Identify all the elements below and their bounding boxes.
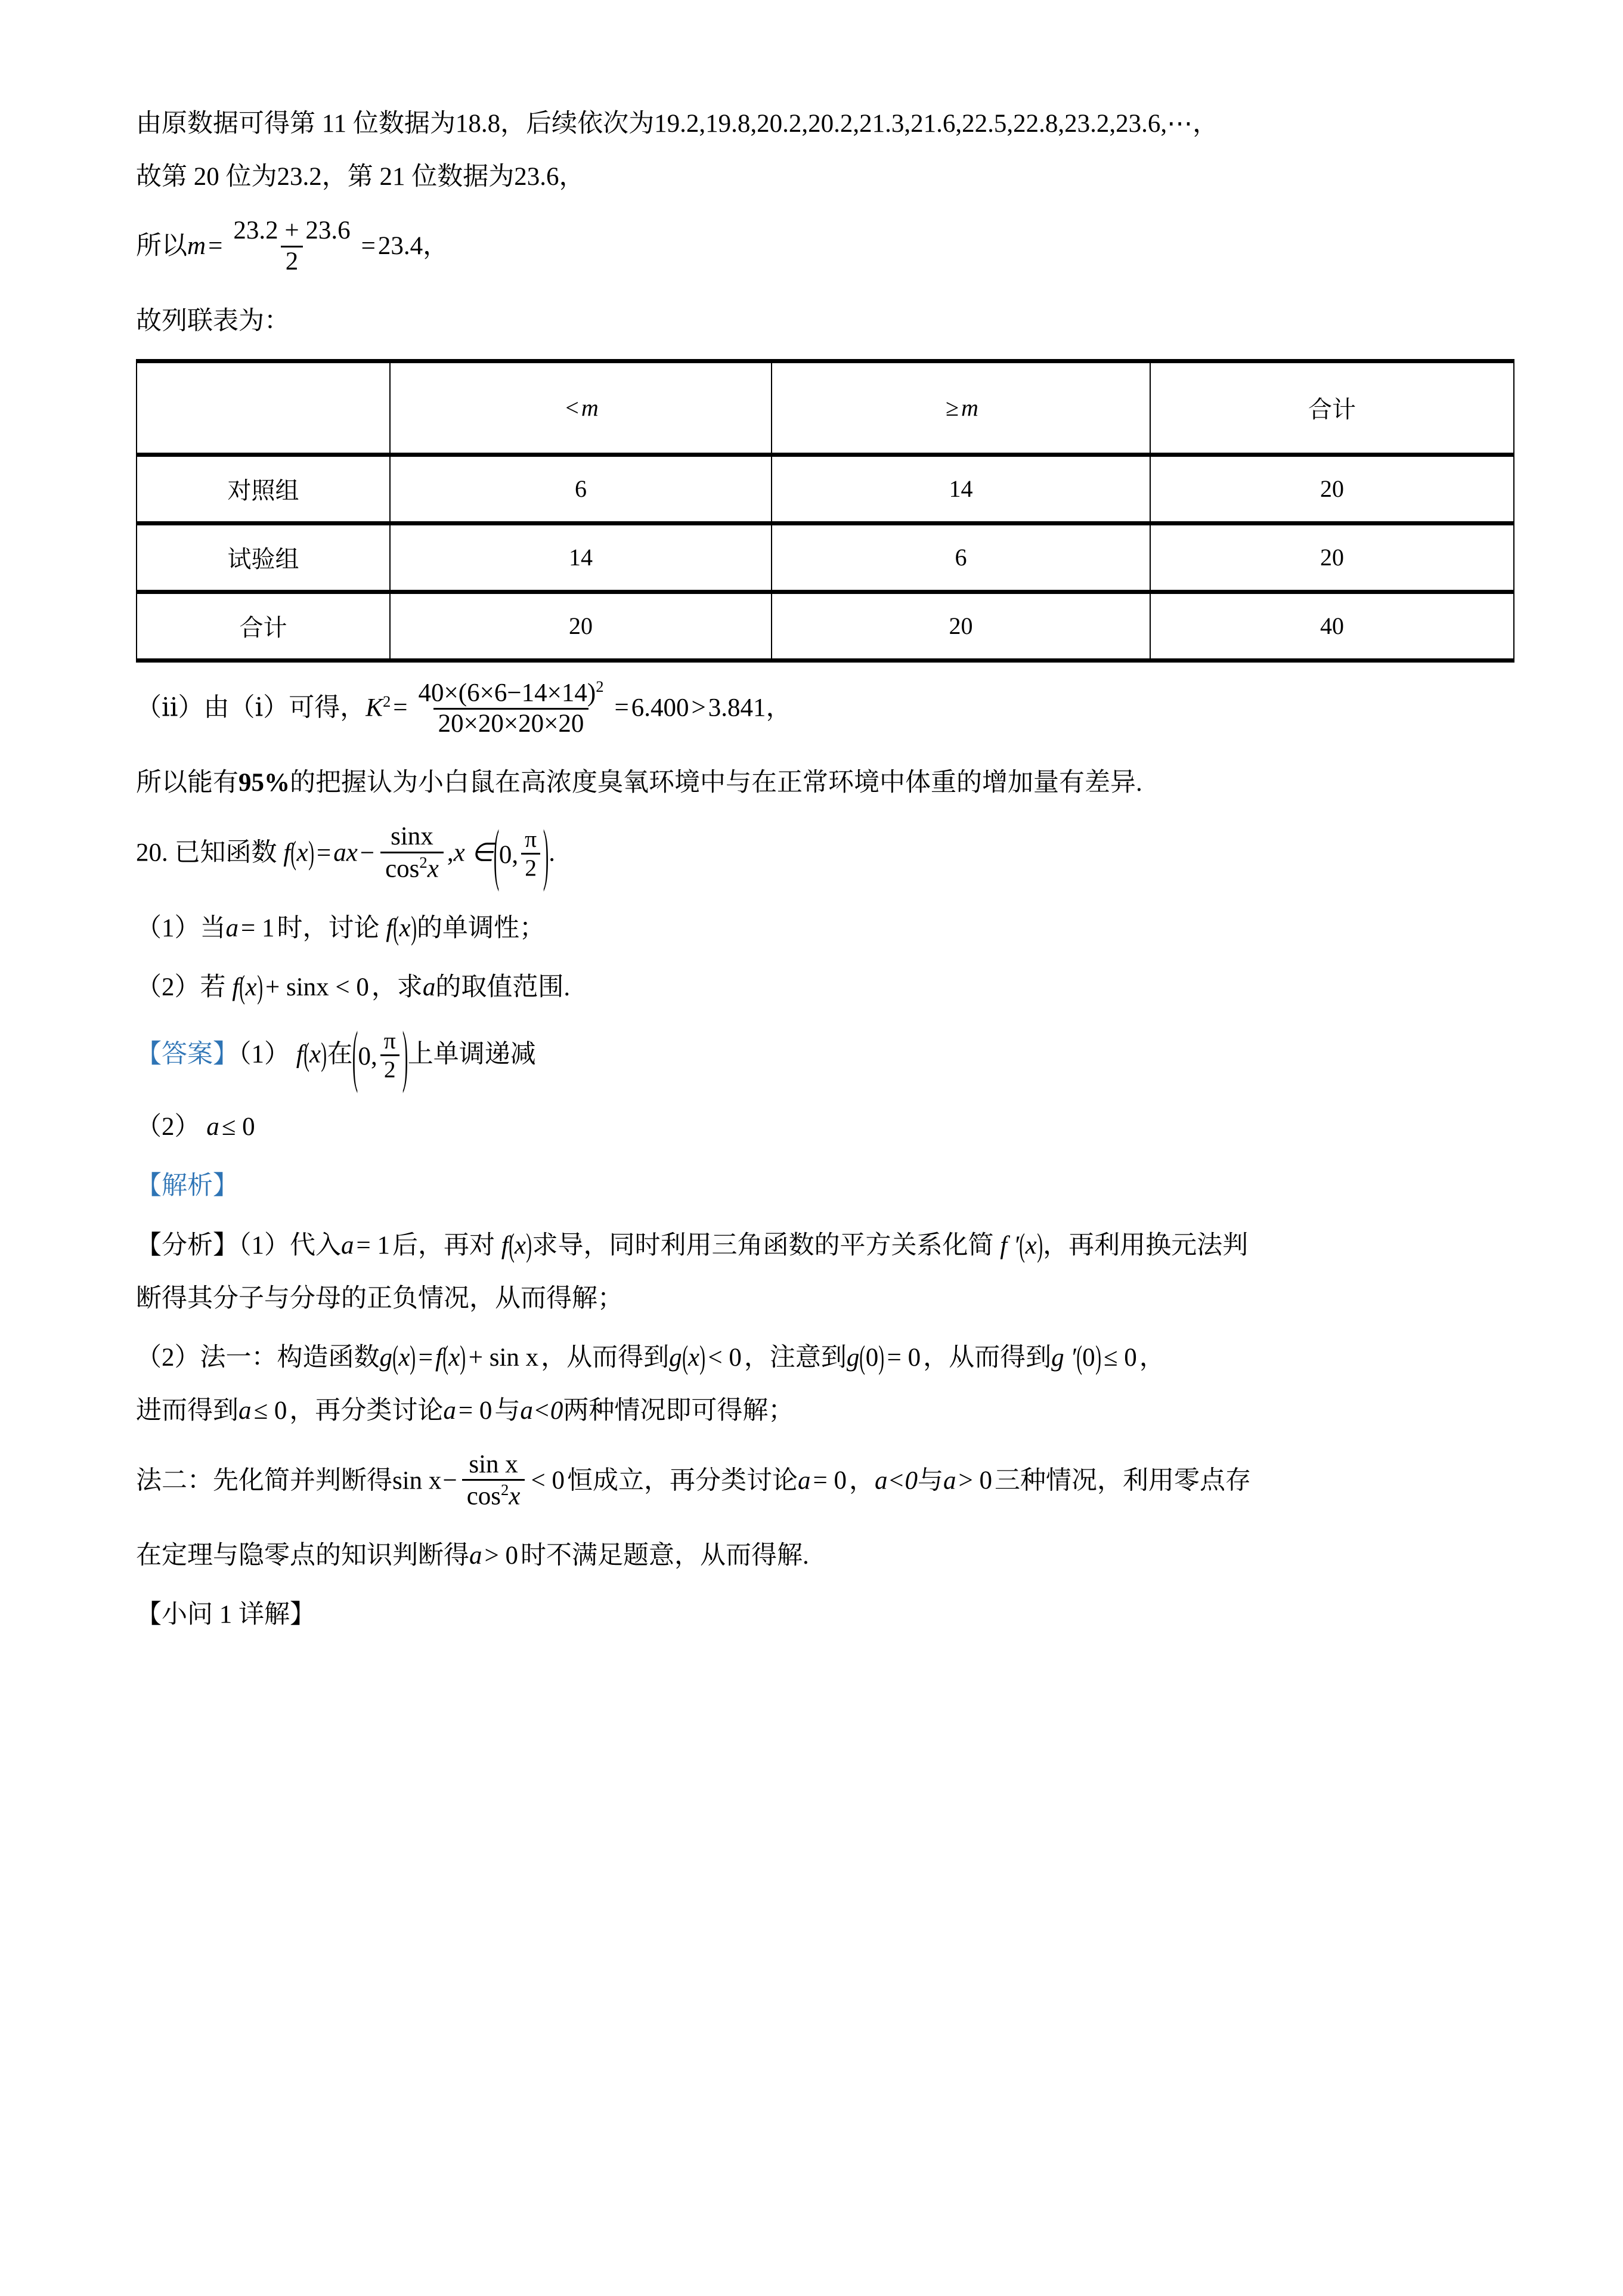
- comma-q20: ,: [447, 838, 454, 867]
- question-lead: 已知函数: [174, 838, 277, 867]
- paren-open-10: (: [859, 1339, 866, 1376]
- paren-open-1: (: [290, 834, 297, 871]
- sub2-tail: 的取值范围.: [435, 973, 571, 1002]
- minus-q20: −: [360, 838, 375, 867]
- fenxi-p1-tail: ，再利用换元法判: [1043, 1231, 1249, 1260]
- text-ii-lead: （ⅱ）由（ⅰ）可得，: [136, 693, 366, 722]
- a-equals-0-2: = 0: [813, 1466, 847, 1494]
- table-header-total: 合计: [1150, 361, 1514, 454]
- paragraph-answer-1: [136, 1017, 1504, 1094]
- table-cell-total-ge: 20: [772, 592, 1150, 660]
- variable-a-8: a: [943, 1466, 956, 1494]
- function-f-2: f: [386, 914, 394, 943]
- variable-a-2: a: [422, 973, 436, 1002]
- table-row: [137, 454, 1514, 523]
- fraction-k-squared: [414, 679, 609, 738]
- variable-x-7: x: [398, 1343, 410, 1372]
- text-suoyi: 所以: [136, 232, 187, 261]
- ellipsis: ⋯: [1167, 110, 1193, 138]
- k-numerator-expr: 40×(6×6−14×14): [418, 678, 596, 707]
- variable-x-6: x: [1025, 1231, 1037, 1260]
- variable-a-9: a: [469, 1542, 482, 1570]
- fenxi-p4-yu: 与: [494, 1396, 521, 1425]
- function-f: f: [283, 838, 291, 867]
- g-lt-zero: < 0: [708, 1343, 742, 1372]
- interval-left-bound-2: 0,: [358, 1042, 377, 1071]
- paren-close-9: ): [699, 1339, 706, 1376]
- minus-p5: −: [442, 1466, 457, 1494]
- m-var-1: m: [581, 394, 599, 422]
- variable-x-1: x: [296, 838, 308, 867]
- interval-0-pi-2: [493, 816, 549, 892]
- cos-exponent-2: 2: [501, 1481, 509, 1499]
- fraction-pi-over-2: [521, 827, 540, 880]
- table-header-lt-m: [390, 361, 772, 454]
- table-row: [137, 523, 1514, 592]
- sub2-label: （2）: [136, 973, 200, 1002]
- table-cell-experiment-lt: 14: [390, 523, 772, 592]
- function-g-3: g: [846, 1343, 860, 1372]
- fenxi-p3-lead: （2）法一：构造函数: [136, 1343, 380, 1372]
- fenxi-p1-lead: （1）代入: [239, 1231, 341, 1260]
- sub1-tail: 的单调性；: [416, 914, 545, 943]
- paren-close-11: ): [1095, 1339, 1101, 1376]
- fenxi-p3-mid2: ，注意到: [744, 1343, 847, 1372]
- interval-answer: [352, 1017, 408, 1094]
- lt-operator: <: [565, 394, 579, 422]
- comma: ，: [1193, 110, 1219, 138]
- pi-numerator: π: [525, 826, 537, 853]
- paren-open-11: (: [1076, 1339, 1082, 1376]
- paren-open-3: (: [239, 969, 246, 1005]
- paragraph-table-intro: [136, 305, 1504, 338]
- fraction-numerator: 23.2 + 23.6: [233, 216, 351, 245]
- variable-a-1: a: [225, 914, 239, 943]
- paren-close-4: ): [321, 1036, 327, 1073]
- fenxi-p4-tail: 两种情况即可得解；: [563, 1396, 794, 1425]
- condition-a-lt-0-1: a<0: [520, 1396, 563, 1425]
- a-gt-0-2: > 0: [484, 1542, 519, 1570]
- sub2-lead: 若: [200, 973, 226, 1002]
- paragraph-detail-tag: [136, 1598, 1504, 1631]
- paren-open-7: (: [392, 1339, 399, 1376]
- paren-open-4: (: [303, 1036, 309, 1073]
- table-header-row: [137, 361, 1514, 454]
- text-21st-lead: ，第 21 位数据为: [321, 163, 515, 191]
- paragraph-fenxi-2: [136, 1282, 1504, 1315]
- conclusion-lead: 所以能有: [136, 769, 239, 797]
- condition-a-lt-0-2: a<0: [874, 1466, 918, 1494]
- paren-close-interval-2: ): [402, 1017, 408, 1094]
- fraction-sinx-over-cos2x-2: [462, 1452, 525, 1511]
- fenxi-tag: 【分析】: [136, 1231, 239, 1260]
- variable-x-5: x: [515, 1231, 526, 1260]
- paragraph-fenxi-4: [136, 1394, 1504, 1427]
- value-series: 19.2,19.8,20.2,20.2,21.3,21.6,22.5,22.8,23.2,23.6,: [654, 110, 1167, 138]
- text-table-intro: 故列联表为：: [136, 307, 290, 335]
- k-denominator: 20×20×20×20: [433, 708, 589, 738]
- numerator-sinx: sinx: [391, 822, 433, 851]
- variable-a-7: a: [797, 1466, 811, 1494]
- function-f-3: f: [232, 973, 240, 1002]
- answer1-zai: 在: [327, 1040, 353, 1069]
- gprime-le-0: ≤ 0: [1103, 1343, 1137, 1372]
- fenxi-p3-mid: ，从而得到: [541, 1343, 670, 1372]
- equals-1: =: [208, 232, 223, 261]
- variable-x-4: x: [309, 1040, 321, 1069]
- question-number: 20.: [136, 838, 168, 867]
- function-g-2: g: [669, 1343, 682, 1372]
- sub2-mid: ，求: [371, 973, 423, 1002]
- plus-sinx: + sin x: [468, 1343, 539, 1372]
- equals-q20: =: [316, 838, 332, 867]
- sub2-inequality: + sinx < 0: [265, 973, 369, 1002]
- value-20th: 23.2: [277, 163, 322, 191]
- variable-m: m: [187, 232, 206, 261]
- variable-a-5: a: [239, 1396, 252, 1425]
- text-mid: ，后续依次为: [500, 110, 655, 138]
- paren-close-7: ): [410, 1339, 416, 1376]
- fenxi-p6-lead: 在定理与隐零点的知识判断得: [136, 1542, 469, 1570]
- table-cell-total-lt: 20: [390, 592, 772, 660]
- value-21st: 23.6: [514, 163, 559, 191]
- value-11th: 18.8: [455, 110, 501, 138]
- function-g-1: g: [379, 1343, 392, 1372]
- cos-arg-2: x: [509, 1482, 521, 1511]
- paragraph-fenxi-5: [136, 1450, 1504, 1512]
- zero-arg-1: 0: [865, 1343, 879, 1372]
- paren-close-8: ): [460, 1339, 466, 1376]
- paren-open-8: (: [442, 1339, 449, 1376]
- paren-close-interval: ): [543, 816, 549, 892]
- cos-fn-2: cos: [466, 1482, 501, 1511]
- sub1-label: （1）: [136, 914, 200, 943]
- paren-open-2: (: [393, 910, 399, 946]
- g-equals: =: [418, 1343, 433, 1372]
- cos-fn: cos: [385, 855, 420, 883]
- detail-tag: 【小问 1 详解】: [136, 1601, 315, 1629]
- paragraph-positions: [136, 160, 1504, 193]
- jiexi-tag: 【解析】: [136, 1172, 239, 1200]
- text-lead: 由原数据可得第 11 位数据为: [136, 110, 456, 138]
- answer1-text: 上单调递减: [407, 1040, 536, 1069]
- paren-open-5: (: [509, 1227, 515, 1264]
- term-ax: ax: [333, 838, 358, 867]
- fenxi-p3-comma: ，: [1139, 1343, 1165, 1372]
- cos-arg: x: [427, 855, 439, 883]
- fenxi-p4-mid: ，再分类讨论: [289, 1396, 444, 1425]
- fenxi-p5-yu: 与: [918, 1466, 944, 1494]
- function-f-6: f: [435, 1343, 442, 1372]
- variable-a-3: a: [206, 1113, 219, 1141]
- comma-2: ，: [559, 163, 585, 191]
- fenxi-p1-mid2: 求导，同时利用三角函数的平方关系化简: [532, 1231, 994, 1260]
- variable-a-6: a: [443, 1396, 456, 1425]
- table-corner-cell: [137, 361, 390, 454]
- table-cell-experiment-ge: 6: [772, 523, 1150, 592]
- paragraph-data-series: [136, 107, 1504, 140]
- k-threshold: 3.841: [708, 693, 766, 722]
- equals-2: =: [361, 232, 376, 261]
- fenxi-p5-comma: ，: [848, 1466, 875, 1494]
- fenxi-p6-tail: 时不满足题意，从而得解.: [521, 1542, 809, 1570]
- table-cell-control-ge: 14: [772, 454, 1150, 523]
- variable-x-9: x: [687, 1343, 700, 1372]
- fenxi-p1-mid: 后，再对: [392, 1231, 495, 1260]
- k-equals-1: =: [393, 693, 408, 722]
- fraction-pi-over-2-answer: [380, 1029, 399, 1082]
- paragraph-question-20: [136, 816, 1504, 892]
- sub1-lead: 当: [200, 914, 226, 943]
- a-gt-0-1: > 0: [958, 1466, 993, 1494]
- k-exponent: 2: [382, 692, 391, 710]
- variable-x-3: x: [245, 973, 257, 1002]
- m-var-2: m: [961, 394, 978, 422]
- table-cell-grand-total: 40: [1150, 592, 1514, 660]
- g0-equals-0: = 0: [887, 1343, 921, 1372]
- variable-x-8: x: [448, 1343, 460, 1372]
- fraction-sin-over-cos2: [380, 824, 444, 883]
- answer-tag: 【答案】: [136, 1040, 239, 1069]
- table-cell-control-total: 20: [1150, 454, 1514, 523]
- p5-lt-zero: < 0: [531, 1466, 565, 1494]
- variable-x-2: x: [399, 914, 411, 943]
- table-row-label-total: 合计: [137, 592, 390, 660]
- paragraph-fenxi-3: [136, 1341, 1504, 1374]
- paren-close-1: ): [308, 834, 314, 871]
- function-f-5: f: [501, 1231, 509, 1260]
- interval-left-bound: 0,: [498, 841, 519, 869]
- contingency-table: [136, 359, 1514, 663]
- a-equals-0-1: = 0: [458, 1396, 493, 1425]
- table-row-label-control: 对照组: [137, 454, 390, 523]
- table-row: [137, 592, 1514, 660]
- paragraph-jiexi-tag: [136, 1169, 1504, 1202]
- text-20th-lead: 故第 20 位为: [136, 163, 277, 191]
- pi-numerator-2: π: [383, 1028, 396, 1054]
- gt-operator: >: [691, 693, 706, 722]
- function-f-4: f: [296, 1040, 303, 1069]
- k-value: 6.400: [631, 693, 689, 722]
- confidence-percent: 95%: [239, 769, 290, 797]
- two-denominator-2: 2: [380, 1054, 399, 1082]
- table-cell-control-lt: 6: [390, 454, 772, 523]
- fenxi-p5-tail: 三种情况，利用零点存: [995, 1466, 1252, 1494]
- a-equals-1-b: = 1: [356, 1231, 391, 1260]
- denominator-cos2x: [380, 852, 444, 883]
- paren-close-6: ): [1037, 1227, 1043, 1264]
- table-header-ge-m: [772, 361, 1150, 454]
- fenxi-p5-mid: 恒成立，再分类讨论: [566, 1466, 798, 1494]
- table-row-label-experiment: 试验组: [137, 523, 390, 592]
- paren-close-5: ): [526, 1227, 532, 1264]
- paragraph-answer-2: [136, 1110, 1504, 1143]
- k-equals-2: =: [614, 693, 629, 722]
- two-denominator: 2: [521, 853, 540, 880]
- variable-a-4: a: [341, 1231, 354, 1260]
- function-g-prime: g ′: [1051, 1343, 1076, 1372]
- answer2-label: （2）: [136, 1113, 200, 1141]
- zero-arg-2: 0: [1082, 1343, 1095, 1372]
- sin-x-term: sin x: [392, 1466, 442, 1494]
- conclusion-tail: 的把握认为小白鼠在高浓度臭氧环境中与在正常环境中体重的增加量有差异.: [290, 769, 1142, 797]
- paren-open-interval-2: (: [352, 1017, 358, 1094]
- median-value: 23.4: [377, 232, 423, 261]
- sub1-mid: 时，讨论: [277, 914, 380, 943]
- period-q20: .: [549, 838, 555, 867]
- ge-operator: ≥: [946, 394, 959, 422]
- paragraph-conclusion: [136, 766, 1504, 799]
- paren-open-9: (: [682, 1339, 688, 1376]
- paragraph-fenxi-1: [136, 1229, 1504, 1262]
- fraction-denominator: 2: [281, 246, 303, 276]
- paren-close-3: ): [256, 969, 263, 1005]
- paragraph-median-formula: [136, 216, 1504, 277]
- paren-open-6: (: [1019, 1227, 1026, 1264]
- comma-4: ，: [766, 693, 792, 722]
- paragraph-k-squared: [136, 677, 1504, 739]
- fenxi-p2: 断得其分子与分母的正负情况，从而得解；: [136, 1284, 623, 1313]
- k-symbol: K: [366, 693, 383, 722]
- paragraph-sub-question-1: [136, 912, 1504, 945]
- answer2-relation: ≤ 0: [221, 1113, 255, 1141]
- contingency-table-wrapper: [136, 359, 1504, 663]
- x-in: x ∈: [453, 838, 494, 867]
- comma-3: ，: [423, 232, 449, 261]
- a-le-0-1: ≤ 0: [253, 1396, 287, 1425]
- paren-open-interval: (: [493, 816, 500, 892]
- denominator-cos2x-2: [462, 1479, 525, 1510]
- table-cell-experiment-total: 20: [1150, 523, 1514, 592]
- k-numerator: [414, 679, 609, 708]
- a-equals-1: = 1: [241, 914, 275, 943]
- paragraph-sub-question-2: [136, 971, 1504, 1004]
- paren-close-10: ): [878, 1339, 885, 1376]
- paren-close-2: ): [410, 910, 417, 946]
- paragraph-fenxi-6: [136, 1539, 1504, 1572]
- function-f-prime: f ′: [1000, 1231, 1020, 1260]
- fenxi-p5-lead: 法二：先化简并判断得: [136, 1466, 392, 1494]
- fenxi-p4-lead: 进而得到: [136, 1396, 239, 1425]
- k-numerator-exponent: 2: [596, 677, 604, 695]
- fraction-median: [228, 218, 355, 275]
- numerator-sinx-2: sin x: [469, 1450, 518, 1478]
- fenxi-p3-mid3: ，从而得到: [923, 1343, 1052, 1372]
- cos-exponent: 2: [419, 853, 428, 872]
- answer1-label: （1）: [239, 1040, 290, 1069]
